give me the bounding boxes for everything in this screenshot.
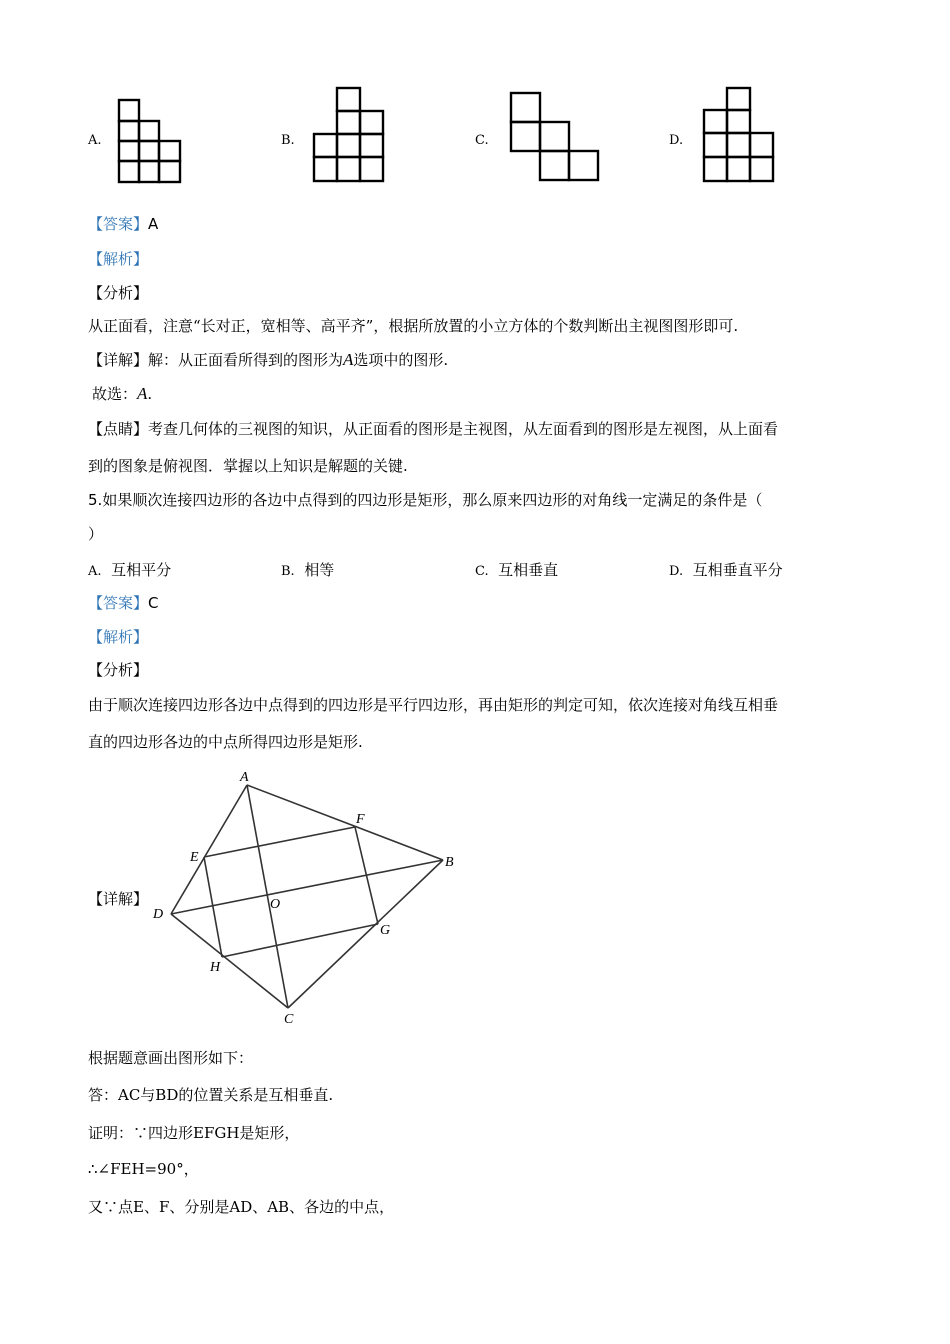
q5-question-line1: 如果顺次连接四边形的各边中点得到的四边形是矩形，那么原来四边形的对角线一定满足的条件是（ — [102, 491, 763, 509]
q5-question-line2: ） — [88, 525, 104, 543]
point-label-a: A — [240, 770, 249, 785]
q5-option-b-letter: B. — [281, 564, 295, 579]
q4-fenxi-label: 【分析】 — [88, 284, 149, 302]
edge-bc — [288, 860, 443, 1008]
point-label-b: B — [445, 855, 454, 870]
edge-fg — [355, 827, 378, 924]
q5-number: 5. — [88, 491, 103, 509]
q4-option-b-letter: B. — [281, 133, 295, 148]
q4-choose-text: 故选： — [92, 385, 138, 403]
edge-ef — [204, 827, 355, 857]
q4-comment-line1: 考查几何体的三视图的知识，从正面看的图形是主视图，从左面看到的图形是左视图，从上面看 — [148, 420, 779, 438]
q5-proof-3: 又∵点E、F、分别是AD、AB、各边的中点， — [88, 1198, 395, 1216]
q4-detail-text-1: 解：从正面看所得到的图形为 — [148, 351, 344, 369]
q5-option-a-letter: A. — [88, 564, 102, 579]
point-label-f: F — [356, 812, 365, 827]
q4-choose-var: A — [137, 384, 148, 403]
q5-option-d-letter: D. — [669, 564, 684, 579]
q5-fenxi-label: 【分析】 — [88, 661, 149, 679]
q4-answer-label: 【答案】 — [88, 215, 149, 233]
q5-answer-label: 【答案】 — [88, 594, 149, 612]
q4-choose-end: . — [147, 385, 153, 403]
point-label-h: H — [210, 960, 221, 975]
q4-detail-text-2: 选项中的图形. — [353, 351, 449, 369]
q4-comment-line2: 到的图象是俯视图．掌握以上知识是解题的关键. — [88, 457, 408, 475]
q5-proof-2: ∴∠FEH=90°， — [88, 1160, 199, 1178]
edge-ab — [247, 785, 443, 860]
q5-fenxi-line2: 直的四边形各边的中点所得四边形是矩形. — [88, 733, 363, 751]
q5-option-c-text: 互相垂直 — [498, 561, 559, 579]
q5-answer-value: C — [148, 594, 159, 612]
q4-comment-label: 【点睛】 — [88, 420, 149, 438]
point-label-c: C — [284, 1012, 294, 1027]
q5-option-a-text: 互相平分 — [111, 561, 172, 579]
q5-conclusion: 答：AC与BD的位置关系是互相垂直. — [88, 1086, 334, 1104]
q4-option-c-letter: C. — [475, 133, 489, 148]
q5-option-c-letter: C. — [475, 564, 489, 579]
edge-gh — [222, 924, 378, 957]
q5-option-d-text: 互相垂直平分 — [692, 561, 783, 579]
q4-option-a-letter: A. — [88, 133, 102, 148]
q4-answer-value: A — [148, 215, 159, 233]
q5-option-b-text: 相等 — [304, 561, 335, 579]
point-label-e: E — [190, 850, 199, 865]
edge-da — [171, 785, 247, 914]
q4-option-d-letter: D. — [669, 133, 684, 148]
q5-analysis-label: 【解析】 — [88, 628, 149, 646]
q5-detail-label: 【详解】 — [88, 890, 149, 908]
q5-after-figure: 根据题意画出图形如下： — [88, 1049, 254, 1067]
q4-detail-var: A — [343, 350, 354, 369]
q4-analysis-label: 【解析】 — [88, 250, 149, 268]
q4-fenxi-text: 从正面看，注意“长对正，宽相等、高平齐”，根据所放置的小立方体的个数判断出主视图图形即可. — [88, 317, 739, 335]
edge-cd — [171, 914, 288, 1008]
diagonal-bd — [171, 860, 443, 914]
q4-detail-label: 【详解】 — [88, 351, 149, 369]
point-label-d: D — [153, 907, 164, 922]
point-label-o: O — [270, 897, 281, 912]
q5-proof-1: 证明：∵四边形EFGH是矩形， — [88, 1124, 300, 1142]
q5-fenxi-line1: 由于顺次连接四边形各边中点得到的四边形是平行四边形，再由矩形的判定可知，依次连接对角线互相垂 — [88, 696, 779, 714]
diagonal-ac — [247, 785, 288, 1008]
point-label-g: G — [380, 923, 391, 938]
